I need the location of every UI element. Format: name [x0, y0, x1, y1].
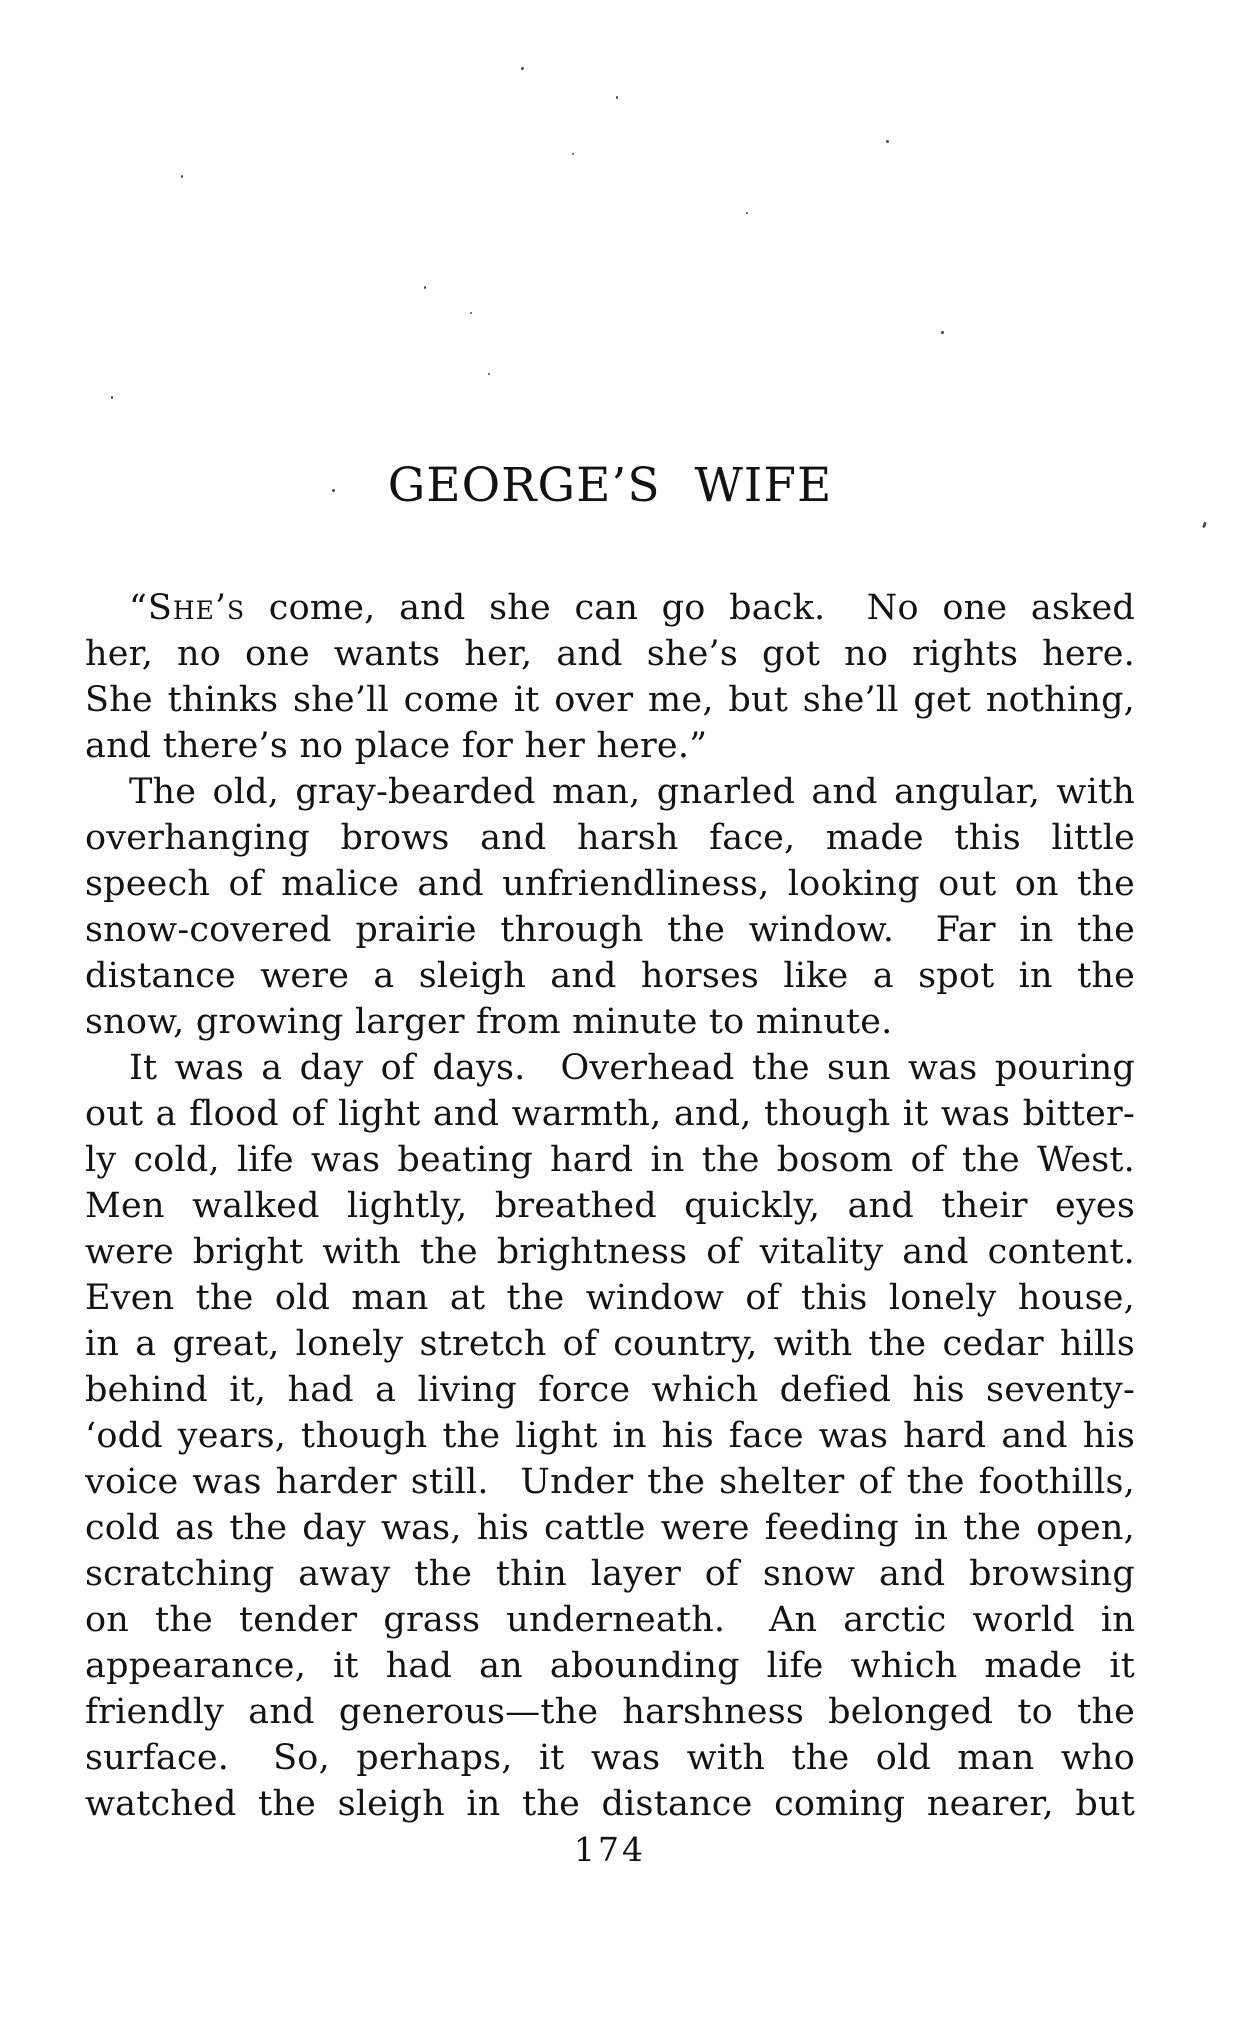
text-line: snow, growing larger from minute to minute.: [85, 1002, 893, 1042]
text-line: watched the sleigh in the distance coming nearer, but: [85, 1784, 1135, 1824]
text-line: ly cold, life was beating hard in the bosom of the West.: [85, 1140, 1135, 1180]
scan-speck: [746, 212, 748, 214]
text-line: speech of malice and unfriendliness, looking out on the: [85, 864, 1135, 904]
text-line: out a flood of light and warmth, and, though it was bitter-: [85, 1094, 1135, 1134]
scan-speck: [941, 331, 944, 334]
page-title: GEORGE’S WIFE: [387, 458, 833, 513]
text-line: Men walked lightly, breathed quickly, and their eyes: [85, 1186, 1135, 1226]
scan-speck: [616, 96, 618, 99]
text-line: “She’s come, and she can go back. No one asked: [129, 588, 1135, 628]
text-line: in a great, lonely stretch of country, with the cedar hills: [85, 1324, 1135, 1364]
text-line: her, no one wants her, and she’s got no rights here.: [85, 634, 1135, 674]
text-line: overhanging brows and harsh face, made this little: [85, 818, 1135, 858]
scan-speck: [470, 312, 472, 314]
text-line: were bright with the brightness of vitality and content.: [85, 1232, 1135, 1272]
scan-speck: [886, 140, 889, 143]
text-line: surface. So, perhaps, it was with the old man who: [85, 1738, 1135, 1778]
text-line: cold as the day was, his cattle were feeding in the open,: [85, 1508, 1135, 1548]
text-line: appearance, it had an abounding life which made it: [85, 1646, 1135, 1686]
scan-speck: [111, 396, 113, 399]
text-line: scratching away the thin layer of snow and browsing: [85, 1554, 1135, 1594]
scan-speck: [181, 175, 183, 178]
page-number: 174: [574, 1830, 646, 1869]
scan-speck: [572, 153, 574, 155]
text-line: Even the old man at the window of this lonely house,: [85, 1278, 1135, 1318]
scan-speck: [488, 373, 490, 375]
text-line: She thinks she’ll come it over me, but she’ll get nothing,: [85, 680, 1135, 720]
text-line: and there’s no place for her here.”: [85, 726, 708, 766]
text-line: on the tender grass underneath. An arctic world in: [85, 1600, 1135, 1640]
text-line: voice was harder still. Under the shelter of the foothills,: [85, 1462, 1135, 1502]
small-caps-lead: “She’s: [129, 588, 246, 628]
text-line: distance were a sleigh and horses like a spot in the: [85, 956, 1135, 996]
text-line: friendly and generous—the harshness belonged to the: [85, 1692, 1135, 1732]
text-line: It was a day of days. Overhead the sun was pouring: [129, 1048, 1135, 1088]
scan-speck: [1202, 522, 1207, 529]
text-line: snow-covered prairie through the window. Far in the: [85, 910, 1135, 950]
scan-speck: [521, 67, 524, 70]
scan-speck: [424, 286, 426, 289]
text-line: The old, gray-bearded man, gnarled and angular, with: [129, 772, 1135, 812]
scan-speck: [332, 489, 335, 492]
text-line: ‘odd years, though the light in his face was hard and his: [85, 1416, 1135, 1456]
text-block: [85, 585, 1135, 1827]
text-line: behind it, had a living force which defied his seventy-: [85, 1370, 1135, 1410]
